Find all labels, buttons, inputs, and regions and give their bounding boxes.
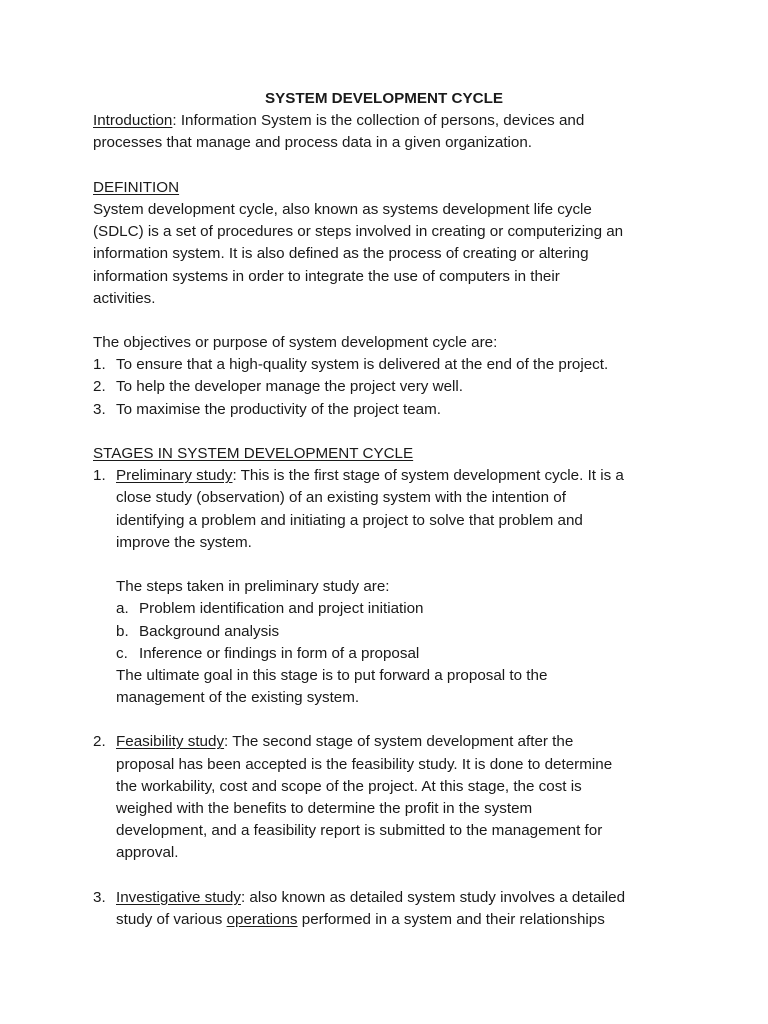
stage-3-text-pre: study of various [116, 910, 227, 928]
intro-label: Introduction [93, 112, 173, 130]
stage-2-line: approval. [116, 844, 179, 862]
stage-1-step [93, 621, 683, 643]
stage-2-first-line [93, 731, 683, 753]
definition-line: System development cycle, also known as systems development life cycle [93, 200, 592, 218]
objective-item [93, 354, 683, 376]
objective-number: 1. [93, 356, 106, 374]
stage-3-line [93, 909, 683, 931]
stage-number: 1. [93, 467, 106, 485]
stage-1-steps-lead: The steps taken in preliminary study are: [116, 578, 390, 596]
definition-heading: DEFINITION [93, 178, 180, 196]
stage-1-line: close study (observation) of an existing system with the intention of [116, 489, 566, 507]
stage-1-text: : This is the first stage of system development cycle. It is a [232, 467, 624, 485]
definition-line: information systems in order to integrate the use of computers in their [93, 267, 560, 285]
step-letter: c. [116, 644, 128, 662]
stage-1-label: Preliminary study [116, 467, 233, 485]
stage-1-line: identifying a problem and initiating a project to solve that problem and [116, 511, 583, 529]
document-body [93, 88, 683, 931]
objective-text: To maximise the productivity of the project team. [116, 400, 441, 418]
step-text: Problem identification and project initiation [139, 600, 424, 618]
spacer [93, 554, 683, 576]
document-title: SYSTEM DEVELOPMENT CYCLE [265, 90, 503, 107]
objective-number: 2. [93, 378, 106, 396]
stage-2-line: weighed with the benefits to determine the profit in the system [116, 800, 533, 817]
definition-line: activities. [93, 289, 156, 307]
stage-3-text: : also known as detailed system study involves a detailed [240, 888, 626, 906]
objective-item [93, 376, 683, 398]
spacer [93, 155, 683, 177]
stage-1-goal: The ultimate goal in this stage is to put forward a proposal to the [116, 666, 548, 684]
stage-1-goal: management of the existing system. [116, 689, 360, 707]
stage-1-step [93, 643, 683, 665]
intro-text-1: : Information System is the collection of persons, devices and [172, 112, 585, 130]
stage-3-first-line [93, 887, 683, 909]
stage-number: 3. [93, 888, 106, 906]
stage-3-label: Investigative study [116, 888, 241, 906]
definition-line: information system. It is also defined as the process of creating or altering [93, 245, 589, 263]
stage-2-line: development, and a feasibility report is submitted to the management for [116, 822, 603, 840]
intro-line-1 [93, 110, 683, 132]
spacer [93, 310, 683, 332]
definition-line: (SDLC) is a set of procedures or steps involved in creating or computerizing an [93, 223, 624, 241]
stages-heading: STAGES IN SYSTEM DEVELOPMENT CYCLE [93, 445, 414, 462]
objective-number: 3. [93, 400, 106, 418]
objectives-lead: The objectives or purpose of system development cycle are: [93, 334, 498, 352]
stage-2-text: : The second stage of system development after the [224, 733, 574, 751]
stage-1-first-line [93, 465, 683, 487]
operations-link[interactable]: operations [226, 910, 298, 928]
objective-text: To ensure that a high-quality system is delivered at the end of the project. [116, 356, 609, 374]
step-text: Inference or findings in form of a proposal [139, 644, 420, 662]
stage-2-line: the workability, cost and scope of the project. At this stage, the cost is [116, 777, 582, 795]
step-letter: a. [116, 600, 129, 618]
step-letter: b. [116, 622, 129, 640]
stage-1-line: improve the system. [116, 533, 252, 551]
stage-2-label: Feasibility study [116, 733, 225, 751]
step-text: Background analysis [139, 622, 280, 640]
stage-2-line: proposal has been accepted is the feasibility study. It is done to determine [116, 755, 613, 773]
stage-3-text-post: performed in a system and their relationships [297, 910, 605, 928]
spacer [93, 421, 683, 443]
intro-text-2: processes that manage and process data in a given organization. [93, 134, 533, 152]
spacer [93, 865, 683, 887]
stage-1-step [93, 598, 683, 620]
stage-number: 2. [93, 733, 106, 751]
objective-item [93, 399, 683, 421]
objective-text: To help the developer manage the project very well. [116, 378, 463, 396]
spacer [93, 709, 683, 731]
